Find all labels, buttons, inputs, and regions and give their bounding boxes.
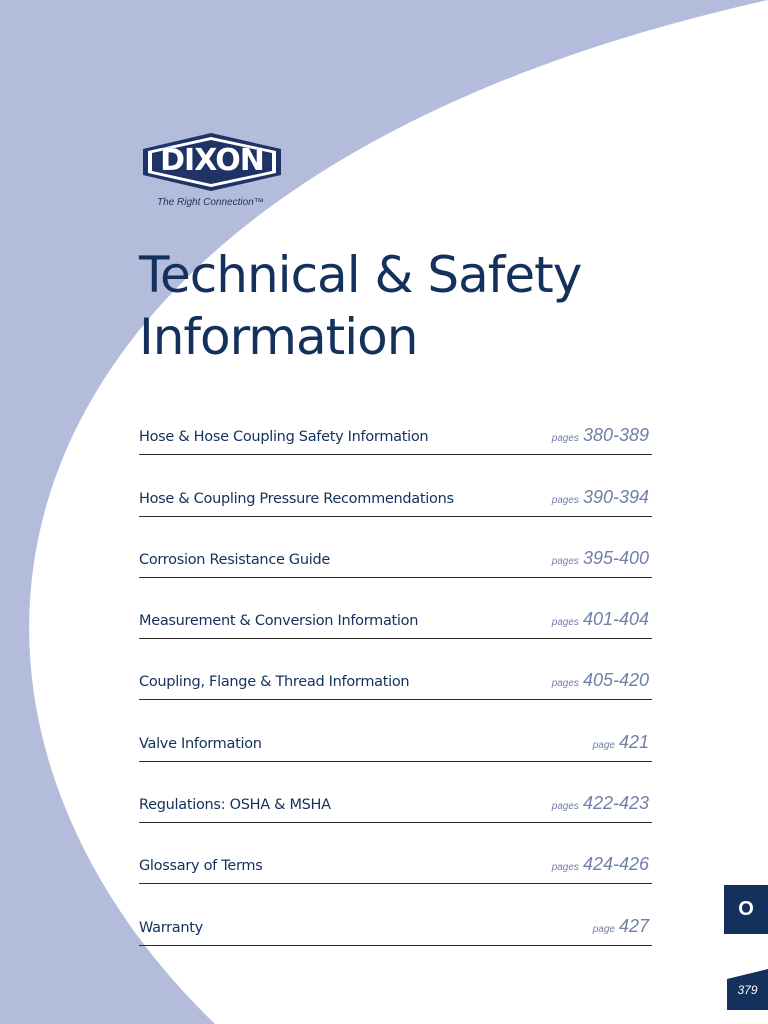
toc-label: Hose & Hose Coupling Safety Information <box>139 429 429 446</box>
logo-wordmark: DIXON <box>160 143 264 178</box>
table-of-contents <box>139 394 652 946</box>
toc-row[interactable] <box>139 639 652 700</box>
toc-row[interactable] <box>139 455 652 516</box>
toc-label: Coupling, Flange & Thread Information <box>139 674 410 691</box>
toc-page-ref: pages 422-423 <box>551 793 649 814</box>
toc-label: Regulations: OSHA & MSHA <box>139 797 331 814</box>
toc-row[interactable] <box>139 578 652 639</box>
logo-tagline: The Right Connection™ <box>157 197 264 208</box>
toc-row[interactable] <box>139 762 652 823</box>
toc-page-ref: pages 405-420 <box>551 670 649 691</box>
toc-page-ref: pages 395-400 <box>551 547 649 568</box>
toc-page-ref: page 427 <box>592 915 649 936</box>
toc-page-ref: pages 401-404 <box>551 609 649 630</box>
toc-page-ref: pages 380-389 <box>551 425 649 446</box>
toc-label: Glossary of Terms <box>139 858 263 875</box>
page-number-badge <box>727 969 768 1010</box>
toc-page-ref: page 421 <box>592 731 649 752</box>
toc-row[interactable] <box>139 700 652 761</box>
toc-page-ref: pages 390-394 <box>551 486 649 507</box>
page-number: 379 <box>737 983 758 997</box>
toc-row[interactable] <box>139 823 652 884</box>
section-tab: O <box>724 885 768 934</box>
page-title <box>139 244 699 368</box>
toc-label: Valve Information <box>139 735 262 752</box>
toc-row[interactable] <box>139 394 652 455</box>
toc-label: Measurement & Conversion Information <box>139 613 419 630</box>
toc-label: Warranty <box>139 919 203 936</box>
toc-row[interactable] <box>139 517 652 578</box>
toc-row[interactable] <box>139 884 652 945</box>
toc-label: Corrosion Resistance Guide <box>139 551 330 568</box>
toc-page-ref: pages 424-426 <box>551 854 649 875</box>
title-line-2: Information <box>139 308 418 366</box>
title-line-1: Technical & Safety <box>139 246 582 304</box>
toc-label: Hose & Coupling Pressure Recommendations <box>139 490 454 507</box>
